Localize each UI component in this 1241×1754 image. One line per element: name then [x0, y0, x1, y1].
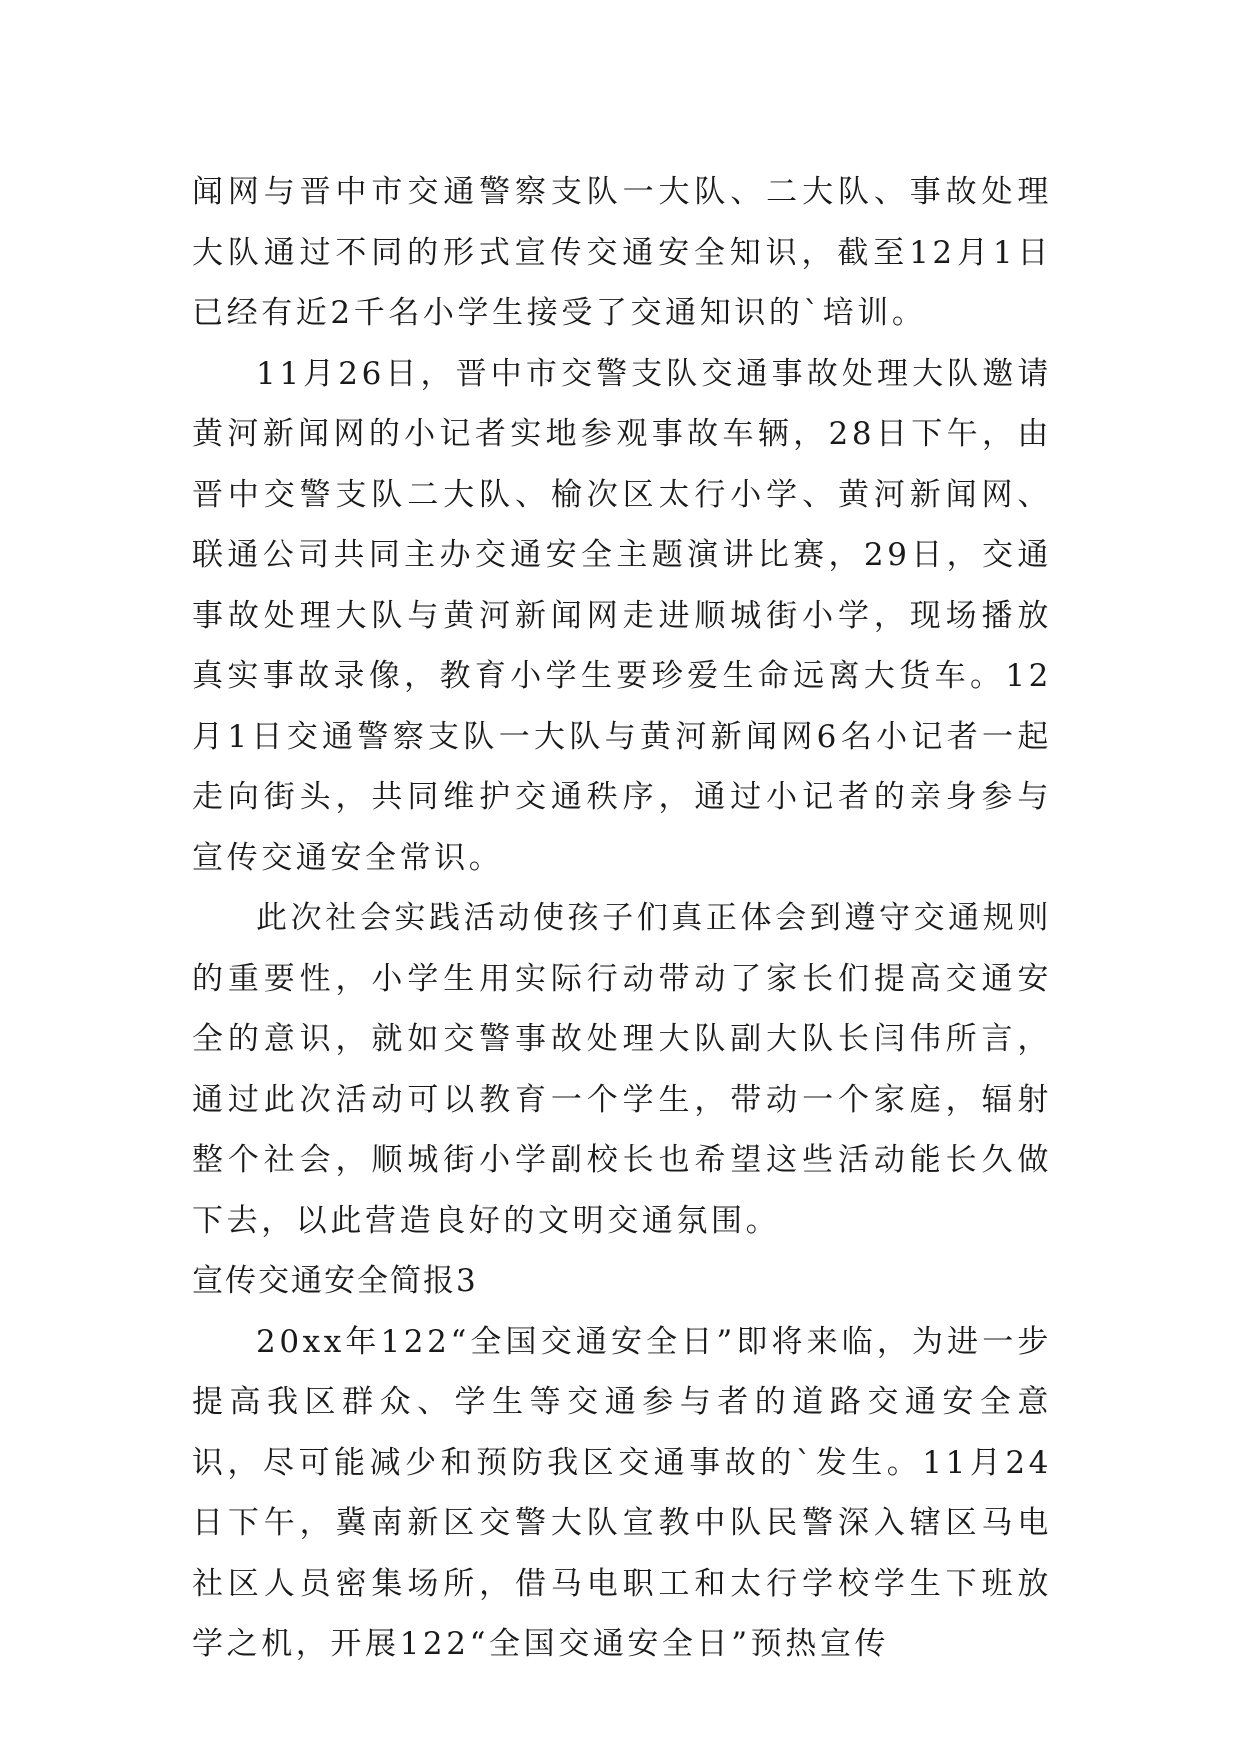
- section-title: 宣传交通安全简报3: [192, 1263, 478, 1299]
- paragraph-1: 闻网与晋中市交通警察支队一大队、二大队、事故处理大队通过不同的形式宣传交通安全知识，截至12月1日已经有近2千名小学生接受了交通知识的`培训。: [192, 174, 1052, 331]
- paragraph-3: 此次社会实践活动使孩子们真正体会到遵守交通规则的重要性，小学生用实际行动带动了家长们提高交通安全的意识，就如交警事故处理大队副大队长闫伟所言，通过此次活动可以教育一个学生，带动一个家庭，辐射整个社会，顺城街小学副校长也希望这些活动能长久做下去，以此营造良好的文明交通氛围。: [192, 900, 1052, 1239]
- document-body: [192, 162, 1052, 1675]
- paragraph-2: 11月26日，晋中市交警支队交通事故处理大队邀请黄河新闻网的小记者实地参观事故车辆，28日下午，由晋中交警支队二大队、榆次区太行小学、黄河新闻网、联通公司共同主办交通安全主题演讲比赛，29日，交通事故处理大队与黄河新闻网走进顺城街小学，现场播放真实事故录像，教育小学生要珍爱生命远离大货车。12月1日交通警察支队一大队与黄河新闻网6名小记者一起走向街头，共同维护交通秩序，通过小记者的亲身参与宣传交通安全常识。: [192, 355, 1052, 876]
- paragraph-4: 20xx年122“全国交通安全日”即将来临，为进一步提高我区群众、学生等交通参与者的道路交通安全意识，尽可能减少和预防我区交通事故的`发生。11月24日下午，冀南新区交警大队宣教中队民警深入辖区马电社区人员密集场所，借马电职工和太行学校学生下班放学之机，开展122“全国交通安全日”预热宣传: [192, 1323, 1052, 1662]
